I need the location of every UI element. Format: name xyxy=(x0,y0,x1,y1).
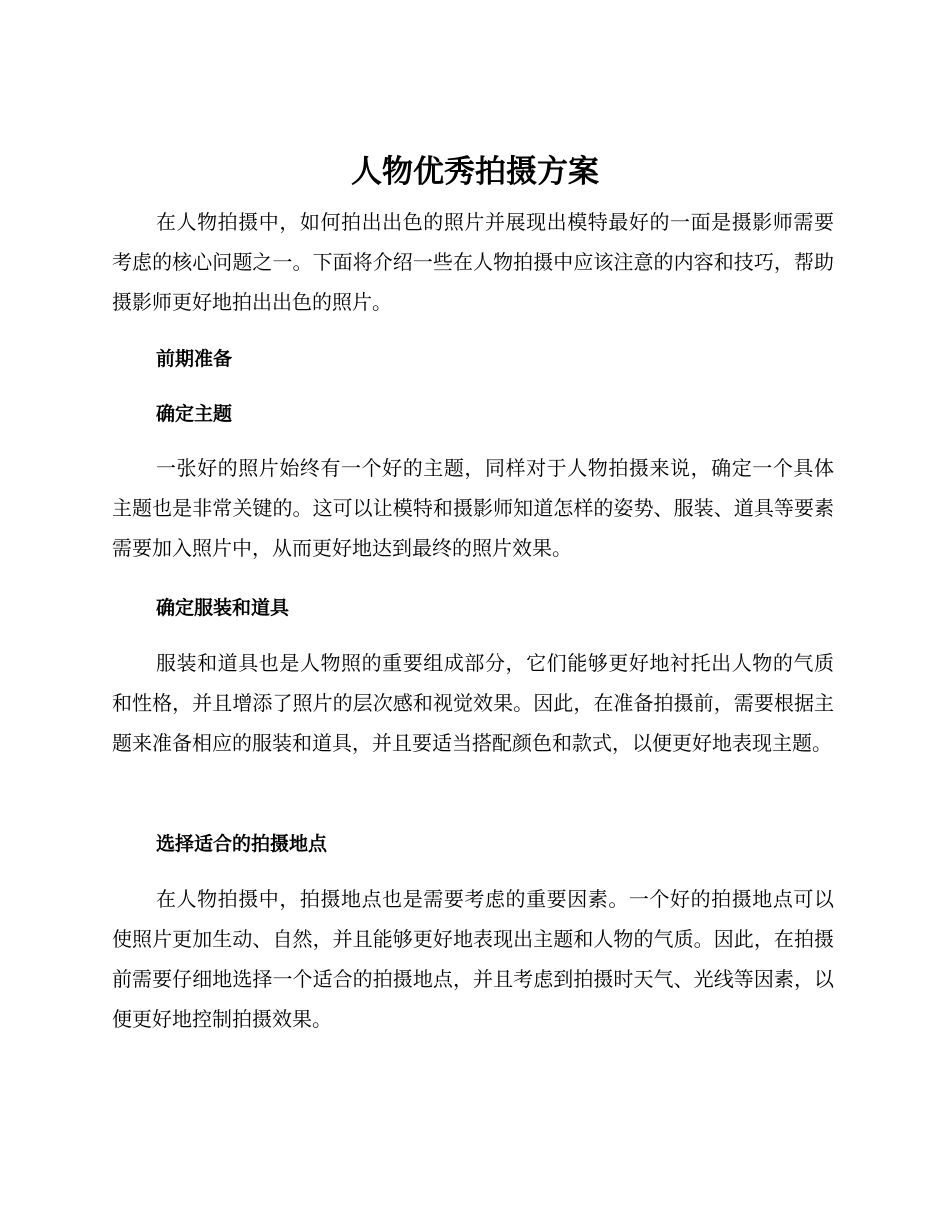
intro-paragraph: 在人物拍摄中，如何拍出出色的照片并展现出模特最好的一面是摄影师需要考虑的核心问题之一。下面将介绍一些在人物拍摄中应该注意的内容和技巧，帮助摄影师更好地拍出出色的照片。 xyxy=(112,210,834,314)
section-body-location: 在人物拍摄中，拍摄地点也是需要考虑的重要因素。一个好的拍摄地点可以使照片更加生动、自然，并且能够更好地表现出主题和人物的气质。因此，在拍摄前需要仔细地选择一个适合的拍摄地点，并且考虑到拍摄时天气、光线等因素，以便更好地控制拍摄效果。 xyxy=(112,887,834,1031)
document-title: 人物优秀拍摄方案 xyxy=(351,154,599,190)
section-heading-theme: 确定主题 xyxy=(156,403,233,425)
section-heading-preparation: 前期准备 xyxy=(156,348,233,370)
section-body-theme: 一张好的照片始终有一个好的主题，同样对于人物拍摄来说，确定一个具体主题也是非常关键的。这可以让模特和摄影师知道怎样的姿势、服装、道具等要素需要加入照片中，从而更好地达到最终的照片效果。 xyxy=(112,456,834,560)
section-body-costume-props: 服装和道具也是人物照的重要组成部分，它们能够更好地衬托出人物的气质和性格，并且增添了照片的层次感和视觉效果。因此，在准备拍摄前，需要根据主题来准备相应的服装和道具，并且要适当搭配颜色和款式，以便更好地表现主题。 xyxy=(112,651,834,755)
section-heading-location: 选择适合的拍摄地点 xyxy=(156,833,328,855)
section-heading-costume-props: 确定服装和道具 xyxy=(156,597,290,619)
